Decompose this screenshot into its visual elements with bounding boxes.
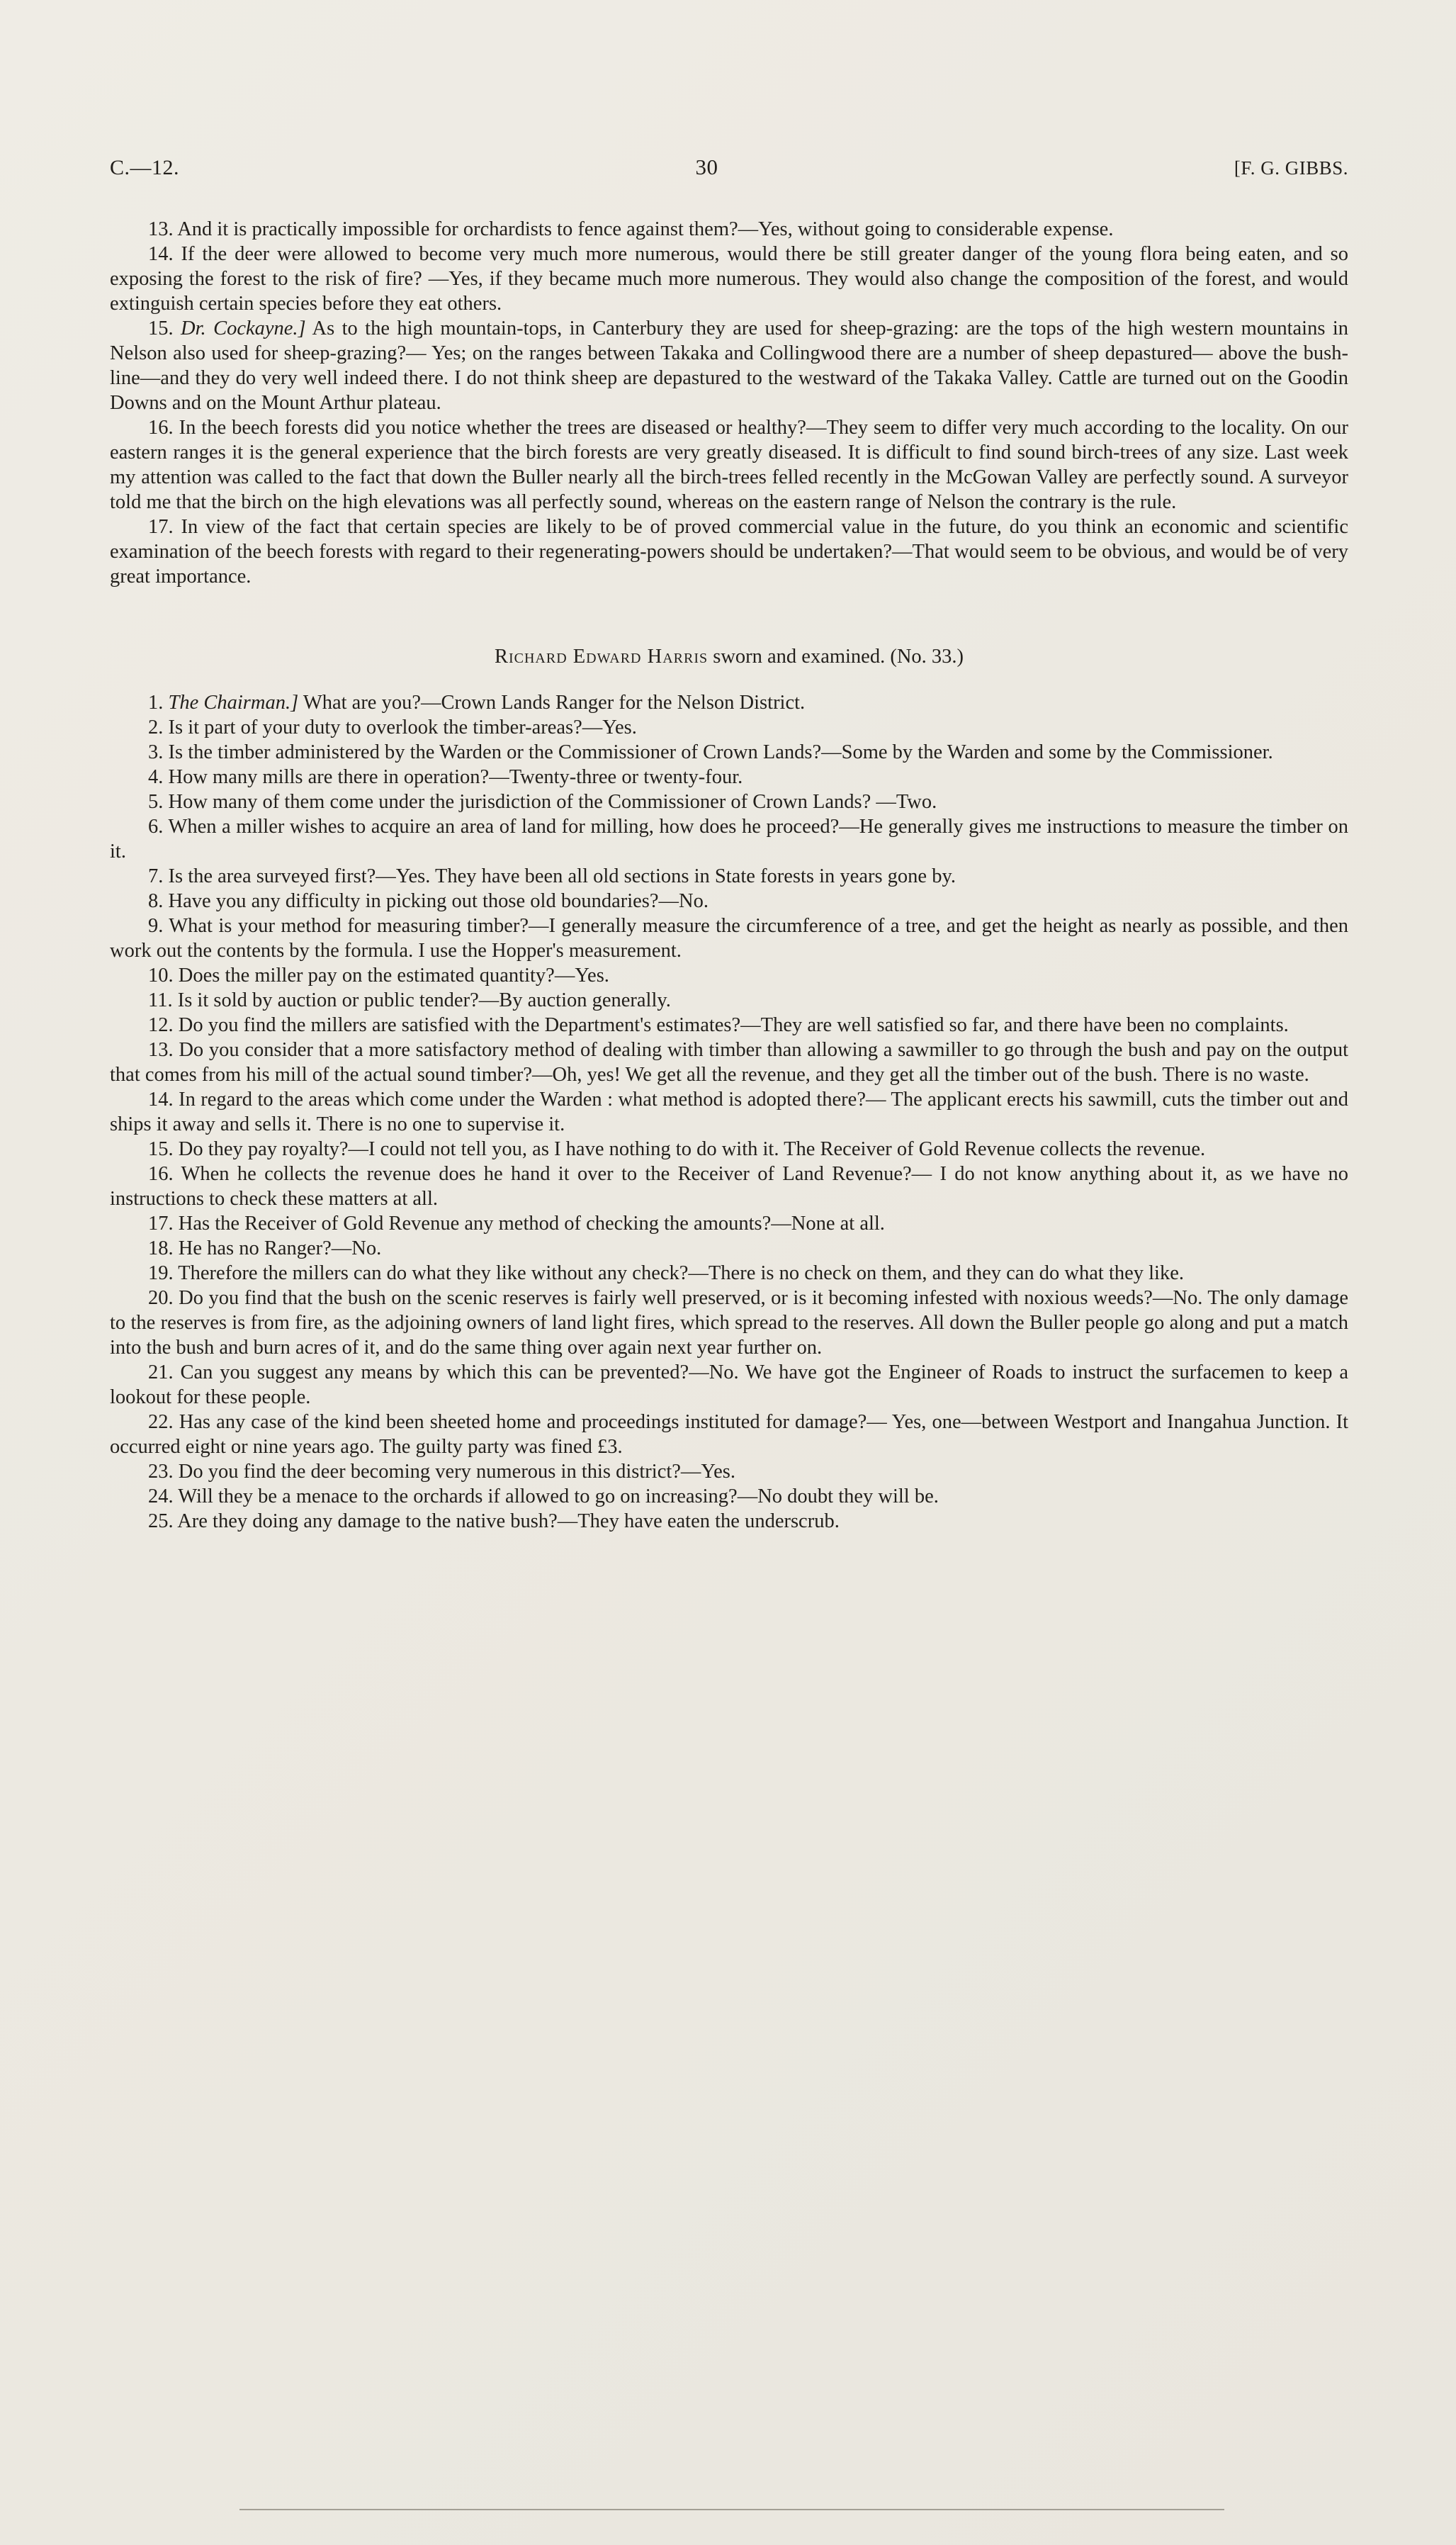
speaker-name: The Chairman.] xyxy=(168,692,299,714)
question-number: 2. xyxy=(148,717,169,738)
question-number: 15. xyxy=(148,1138,179,1160)
question-number: 21. xyxy=(148,1361,181,1383)
qa-paragraph: 7. Is the area surveyed first?—Yes. They have been all old sections in State forests in years gone by. xyxy=(148,865,956,887)
qa-paragraph: 20. Do you find that the bush on the scenic reserves is fairly well preserved, or is it becoming infested with noxious weeds?—No. The only damage to the reserves is from fire, as the adjoining owners of land light fires, which spread to the reserves. All down the Buller people go along and put a match into the bush and burn acres of it, and do the same thing over again next year further on. xyxy=(110,1287,1349,1359)
question-number: 16. xyxy=(148,417,179,439)
qa-paragraph: 19. Therefore the millers can do what they like without any check?—There is no check on them, and they can do what they like. xyxy=(148,1262,1185,1284)
question-number: 14. xyxy=(148,243,181,265)
question-number: 22. xyxy=(148,1411,179,1433)
witness-reference: [F. G. GIBBS. xyxy=(1234,157,1348,179)
qa-paragraph: 2. Is it part of your duty to overlook the timber-areas?—Yes. xyxy=(148,717,637,738)
qa-paragraph: 14. If the deer were allowed to become very much more numerous, would there be still greater danger of the young flora being eaten, and so exposing the forest to the risk of fire? —Yes, if they became much more numerous. They would also change the composition of the forest, and would extinguish certain species before they eat others. xyxy=(110,243,1349,315)
testimony-section xyxy=(110,644,1348,1534)
question-number: 8. xyxy=(148,890,169,912)
qa-paragraph: 21. Can you suggest any means by which this can be prevented?—No. We have got the Engineer of Roads to instruct the surfacemen to keep a lookout for these people. xyxy=(110,1361,1349,1408)
question-number: 10. xyxy=(148,965,179,987)
page-header xyxy=(110,155,1348,180)
qa-paragraph: 6. When a miller wishes to acquire an area of land for milling, how does he proceed?—He generally gives me instructions to measure the timber on it. xyxy=(110,816,1348,863)
qa-paragraph: 13. Do you consider that a more satisfactory method of dealing with timber than allowing a sawmiller to go through the bush and pay on the output that comes from his mill of the actual sound timber?—Oh, yes! We get all the revenue, and they get all the timber out of the bush. There is no waste. xyxy=(110,1039,1348,1086)
qa-paragraph: 22. Has any case of the kind been sheeted home and proceedings instituted for damage?— Yes, one—between Westport and Inangahua Junction. It occurred eight or nine years ago. The guilty party was fined £3. xyxy=(110,1411,1349,1458)
question-number: 23. xyxy=(148,1461,179,1483)
witness-name: Richard Edward Harris xyxy=(494,646,709,668)
qa-paragraph: 25. Are they doing any damage to the native bush?—They have eaten the underscrub. xyxy=(148,1510,840,1532)
question-number: 11. xyxy=(148,989,178,1011)
page-number: 30 xyxy=(695,155,718,179)
qa-paragraph: 12. Do you find the millers are satisfied with the Department's estimates?—They are well satisfied so far, and there have been no complaints. xyxy=(148,1014,1289,1036)
question-number: 9. xyxy=(148,915,169,937)
question-number: 4. xyxy=(148,766,169,788)
qa-paragraph: 11. Is it sold by auction or public tender?—By auction generally. xyxy=(148,989,671,1011)
testimony-section xyxy=(110,217,1348,589)
qa-paragraph: 15. Dr. Cockayne.] As to the high mountain-tops, in Canterbury they are used for sheep-grazing: are the tops of the high western mountains in Nelson also used for sheep-grazing?— Yes; on the ranges between Takaka and Collingwood there are a number of sheep depastured— above the bush-line—and they do very well indeed there. I do not think sheep are depastured to the westward of the Takaka Valley. Cattle are turned out on the Goodin Downs and on the Mount Arthur plateau. xyxy=(110,318,1349,414)
qa-paragraph: 16. When he collects the revenue does he hand it over to the Receiver of Land Revenue?— I do not know anything about it, as we have no instructions to check these matters at all. xyxy=(110,1163,1348,1210)
paper-number: C.—12. xyxy=(110,156,180,179)
qa-paragraph: 14. In regard to the areas which come under the Warden : what method is adopted there?— The applicant erects his sawmill, cuts the timber out and ships it away and sells it. There is no one to supervise it. xyxy=(110,1089,1348,1135)
question-number: 14. xyxy=(148,1089,179,1111)
qa-paragraph: 17. In view of the fact that certain species are likely to be of proved commercial value in the future, do you think an economic and scientific examination of the beech forests with regard to their regenerating-powers should be undertaken?—That would seem to be obvious, and would be of very great importance. xyxy=(110,516,1348,588)
qa-paragraph: 16. In the beech forests did you notice whether the trees are diseased or healthy?—They seem to differ very much according to the locality. On our eastern ranges it is the general experience that the birch forests are very greatly diseased. It is difficult to find sound birch-trees of any size. Last week my attention was called to the fact that down the Buller nearly all the birch-trees felled recently in the McGowan Valley are perfectly sound. A surveyor told me that the birch on the high elevations was all perfectly sound, whereas on the eastern range of Nelson the contrary is the rule. xyxy=(110,417,1349,513)
question-number: 7. xyxy=(148,865,169,887)
question-number: 17. xyxy=(148,1213,179,1235)
qa-paragraph: 18. He has no Ranger?—No. xyxy=(148,1237,382,1259)
bottom-rule xyxy=(239,2509,1224,2510)
qa-paragraph: 15. Do they pay royalty?—I could not tell you, as I have nothing to do with it. The Receiver of Gold Revenue collects the revenue. xyxy=(148,1138,1206,1160)
question-number: 16. xyxy=(148,1163,181,1185)
question-number: 1. xyxy=(148,692,169,714)
qa-paragraph: 3. Is the timber administered by the Warden or the Commissioner of Crown Lands?—Some by the Warden and some by the Commissioner. xyxy=(148,741,1273,763)
question-number: 20. xyxy=(148,1287,179,1309)
qa-paragraph: 23. Do you find the deer becoming very numerous in this district?—Yes. xyxy=(148,1461,736,1483)
question-number: 13. xyxy=(148,1039,179,1061)
question-number: 6. xyxy=(148,816,169,838)
question-number: 15. xyxy=(148,318,181,339)
question-number: 12. xyxy=(148,1014,179,1036)
qa-paragraph: 10. Does the miller pay on the estimated quantity?—Yes. xyxy=(148,965,609,987)
qa-paragraph: 1. The Chairman.] What are you?—Crown Lands Ranger for the Nelson District. xyxy=(148,692,806,714)
question-number: 3. xyxy=(148,741,169,763)
question-number: 5. xyxy=(148,791,169,813)
qa-paragraph: 13. And it is practically impossible for orchardists to fence against them?—Yes, without going to considerable expense. xyxy=(148,218,1114,240)
qa-paragraph: 5. How many of them come under the jurisdiction of the Commissioner of Crown Lands? —Two. xyxy=(148,791,937,813)
document-body xyxy=(110,217,1348,1534)
question-number: 13. xyxy=(148,218,178,240)
question-number: 17. xyxy=(148,516,181,538)
witness-heading: Richard Edward Harris sworn and examined. (No. 33.) xyxy=(494,646,964,668)
question-number: 25. xyxy=(148,1510,178,1532)
question-number: 19. xyxy=(148,1262,179,1284)
qa-paragraph: 8. Have you any difficulty in picking out those old boundaries?—No. xyxy=(148,890,709,912)
speaker-name: Dr. Cockayne.] xyxy=(181,318,306,339)
qa-paragraph: 24. Will they be a menace to the orchards if allowed to go on increasing?—No doubt they will be. xyxy=(148,1485,939,1507)
qa-paragraph: 4. How many mills are there in operation?—Twenty-three or twenty-four. xyxy=(148,766,743,788)
question-number: 24. xyxy=(148,1485,179,1507)
question-number: 18. xyxy=(148,1237,179,1259)
qa-paragraph: 9. What is your method for measuring timber?—I generally measure the circumference of a tree, and get the height as nearly as possible, and then work out the contents by the formula. I use the Hopper's measurement. xyxy=(110,915,1348,962)
qa-paragraph: 17. Has the Receiver of Gold Revenue any method of checking the amounts?—None at all. xyxy=(148,1213,885,1235)
